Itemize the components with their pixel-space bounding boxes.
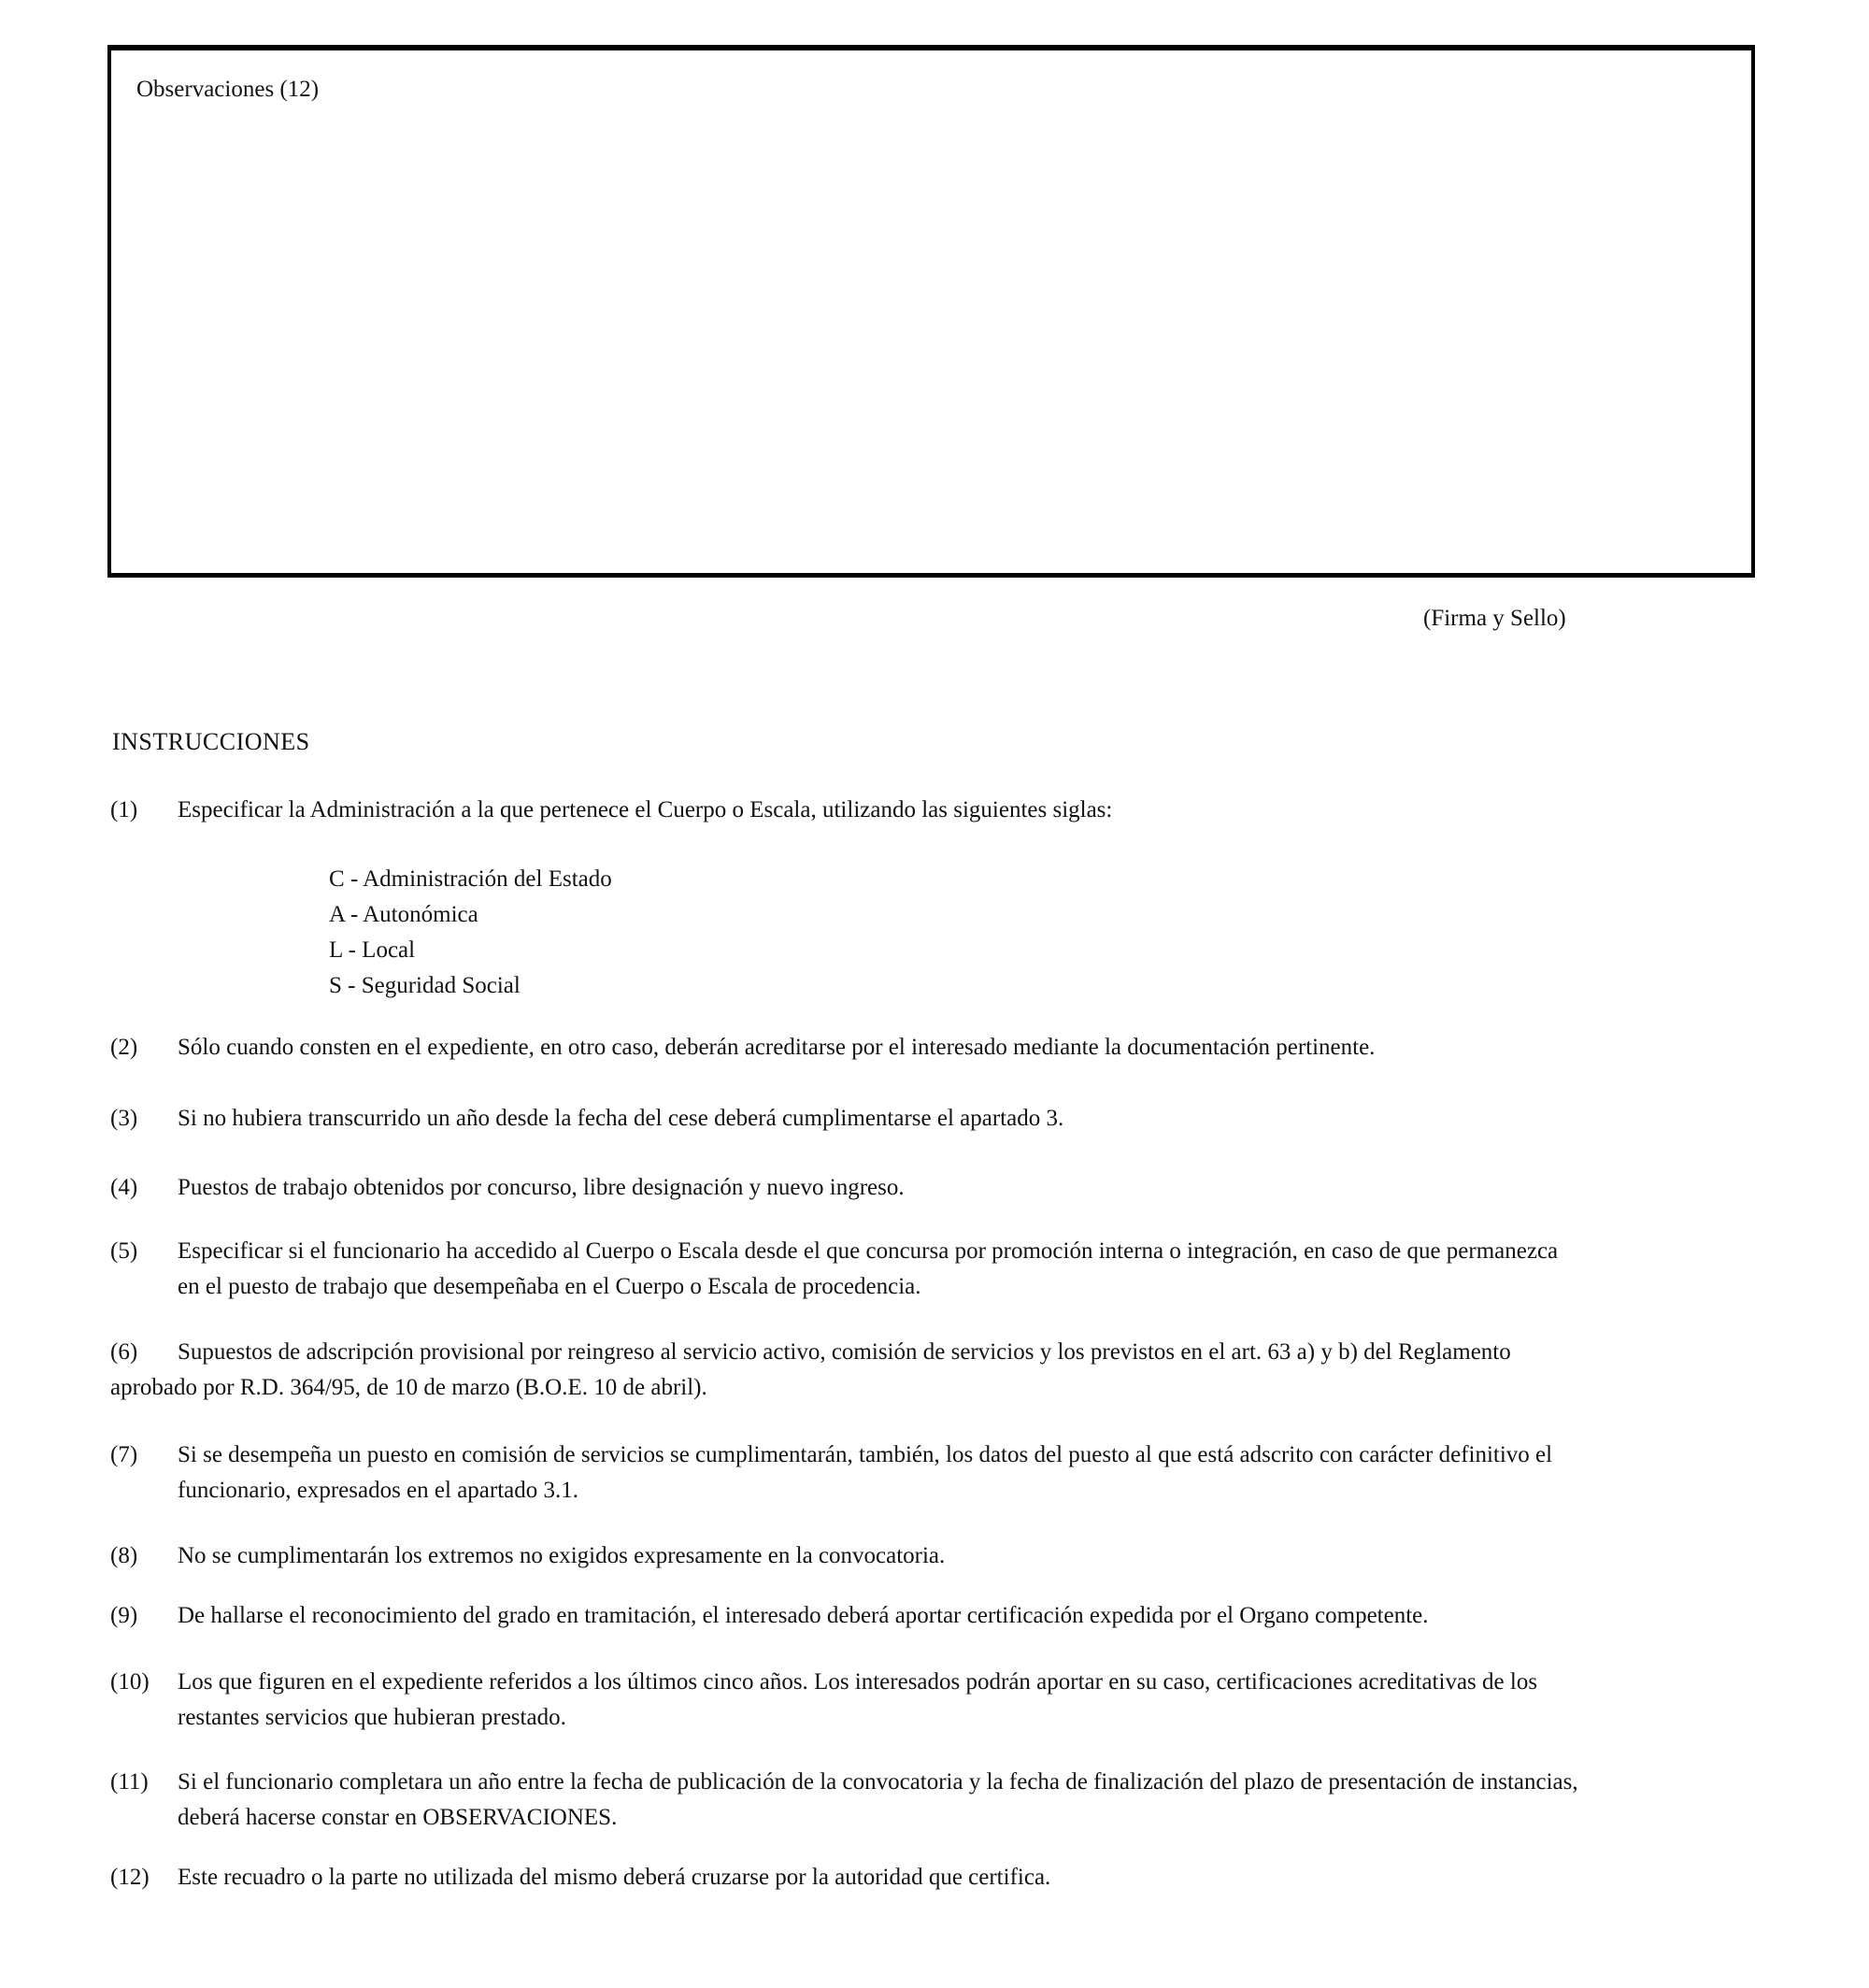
sigla-item-a: A - Autonómica <box>329 902 478 927</box>
instruction-item-2 <box>110 1030 1375 1066</box>
instruction-text: Puestos de trabajo obtenidos por concurso, libre designación y nuevo ingreso. <box>178 1175 905 1200</box>
instruction-item-11 <box>110 1765 1578 1836</box>
instruction-text: Si no hubiera transcurrido un año desde la fecha del cese deberá cumplimentarse el apartado 3. <box>178 1106 1064 1131</box>
sigla-item-s: S - Seguridad Social <box>329 973 521 998</box>
instruction-item-10 <box>110 1665 1537 1736</box>
instruction-text: restantes servicios que hubieran prestado. <box>178 1705 566 1730</box>
instruction-item-1 <box>110 793 1112 828</box>
instruction-text: Sólo cuando consten en el expediente, en otro caso, deberán acreditarse por el interesado mediante la documentación pertinente. <box>178 1035 1376 1060</box>
instruction-item-4 <box>110 1170 905 1206</box>
instruction-number: (11) <box>110 1769 149 1795</box>
instruction-text: Especificar la Administración a la que pertenece el Cuerpo o Escala, utilizando las siguientes siglas: <box>178 797 1113 822</box>
instruction-number: (10) <box>110 1669 150 1695</box>
instruction-number: (8) <box>110 1543 138 1568</box>
sigla-item-l: L - Local <box>329 937 416 963</box>
instruction-text: Si se desempeña un puesto en comisión de servicios se cumplimentarán, también, los datos del puesto al que está adscrito con carácter definitivo el <box>178 1442 1553 1467</box>
firma-sello-label: (Firma y Sello) <box>1423 606 1566 631</box>
instruction-number: (6) <box>110 1339 138 1365</box>
observaciones-label: Observaciones (12) <box>136 77 320 102</box>
instruction-text: Supuestos de adscripción provisional por reingreso al servicio activo, comisión de servicios y los previstos en el art. 63 a) y b) del Reglamento <box>178 1339 1511 1365</box>
instruction-number: (5) <box>110 1238 138 1264</box>
instruction-text: Especificar si el funcionario ha accedido al Cuerpo o Escala desde el que concursa por promoción interna o integración, en caso de que permanezca <box>178 1238 1559 1264</box>
instruction-text: Los que figuren en el expediente referidos a los últimos cinco años. Los interesados podrán aportar en su caso, certificaciones acreditativas de los <box>178 1669 1538 1695</box>
instruction-text: aprobado por R.D. 364/95, de 10 de marzo (B.O.E. 10 de abril). <box>110 1375 707 1400</box>
instruction-text: De hallarse el reconocimiento del grado en tramitación, el interesado deberá aportar certificación expedida por el Organo competente. <box>178 1603 1429 1628</box>
instruction-text: Este recuadro o la parte no utilizada del mismo deberá cruzarse por la autoridad que certifica. <box>178 1865 1051 1890</box>
instruction-number: (2) <box>110 1035 138 1060</box>
instruction-text: deberá hacerse constar en OBSERVACIONES. <box>178 1805 618 1830</box>
instruction-text: No se cumplimentarán los extremos no exigidos expresamente en la convocatoria. <box>178 1543 946 1568</box>
instruction-number: (12) <box>110 1865 150 1890</box>
siglas-list <box>329 862 612 1004</box>
instruction-number: (9) <box>110 1603 138 1628</box>
instruction-number: (1) <box>110 797 138 822</box>
instruction-text: en el puesto de trabajo que desempeñaba en el Cuerpo o Escala de procedencia. <box>178 1274 921 1299</box>
instruction-text: funcionario, expresados en el apartado 3.1. <box>178 1478 579 1503</box>
observaciones-box <box>107 45 1755 578</box>
instruction-item-7 <box>110 1437 1552 1509</box>
instruction-item-3 <box>110 1101 1063 1137</box>
instruction-item-5 <box>110 1234 1558 1305</box>
instruction-text: Si el funcionario completara un año entre la fecha de publicación de la convocatoria y la fecha de finalización del plazo de presentación de instancias, <box>178 1769 1578 1795</box>
instruction-item-8 <box>110 1538 945 1574</box>
instruction-number: (7) <box>110 1442 138 1467</box>
instruction-item-9 <box>110 1598 1429 1634</box>
instruction-number: (3) <box>110 1106 138 1131</box>
instruction-item-6 <box>110 1335 1511 1406</box>
instruction-number: (4) <box>110 1175 138 1200</box>
instructions-title: INSTRUCCIONES <box>112 728 310 755</box>
instruction-item-12 <box>110 1860 1050 1895</box>
sigla-item-c: C - Administración del Estado <box>329 866 612 892</box>
